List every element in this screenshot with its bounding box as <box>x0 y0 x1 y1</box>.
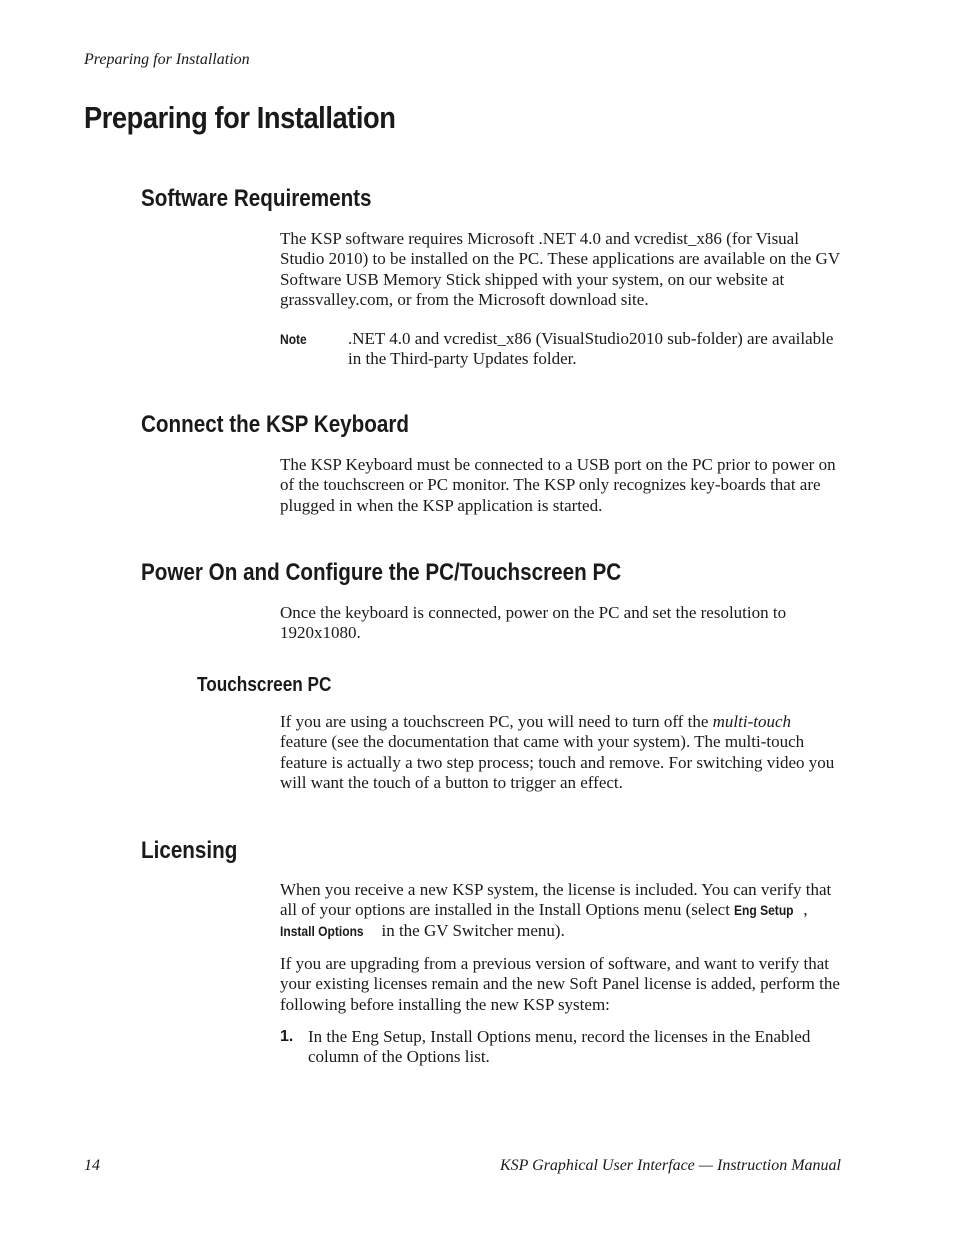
section-heading-connect-keyboard: Connect the KSP Keyboard <box>141 411 409 438</box>
ui-term-eng-setup: Eng Setup <box>734 902 794 919</box>
subsection-heading-touchscreen-pc: Touchscreen PC <box>197 674 332 696</box>
touchscreen-text-after: feature (see the documentation that came with your system). The multi-touch feature is actually a two step process; touch and remove. For switching video you will want the touch of a button to trigger an effect. <box>280 732 835 792</box>
licensing-text-before: When you receive a new KSP system, the license is included. You can verify that all of your options are installed in the Install Options menu (select <box>280 880 832 920</box>
running-header: Preparing for Installation <box>84 51 250 68</box>
connect-keyboard-paragraph: The KSP Keyboard must be connected to a USB port on the PC prior to power on of the touchscreen or PC monitor. The KSP only recognizes key-boards that are plugged in when the KSP application is started. <box>280 455 836 515</box>
page-title: Preparing for Installation <box>84 100 396 135</box>
section-heading-power-on: Power On and Configure the PC/Touchscreen PC <box>141 559 622 586</box>
ui-term-install-options: Install Options <box>280 922 364 939</box>
step-number: 1. <box>280 1028 294 1045</box>
software-requirements-paragraph: The KSP software requires Microsoft .NET 4.0 and vcredist_x86 (for Visual Studio 2010) to be installed on the PC. These applications are available on the GV Software USB Memory Stick shipped with your system, on our website at grassvalley.com, or from the Microsoft download site. <box>280 229 840 309</box>
page-number: 14 <box>84 1157 100 1174</box>
licensing-paragraph-2: If you are upgrading from a previous version of software, and want to verify that your existing licenses remain and the new Soft Panel license is added, perform the following before installing the new KSP system: <box>280 954 840 1014</box>
note-label: Note <box>280 331 307 347</box>
note-text: .NET 4.0 and vcredist_x86 (VisualStudio2010 sub-folder) are available in the Third-party Updates folder. <box>348 329 834 369</box>
licensing-text-after: in the GV Switcher menu). <box>377 920 565 940</box>
section-heading-software-requirements: Software Requirements <box>141 185 372 212</box>
manual-title-footer: KSP Graphical User Interface — Instruction Manual <box>499 1157 841 1174</box>
touchscreen-paragraph <box>280 712 842 793</box>
power-on-paragraph: Once the keyboard is connected, power on the PC and set the resolution to 1920x1080. <box>280 603 787 643</box>
section-heading-licensing: Licensing <box>141 837 238 864</box>
multi-touch-emphasis: multi-touch <box>712 712 792 731</box>
ui-term-separator: , <box>803 900 808 920</box>
licensing-paragraph-1 <box>280 880 842 941</box>
step-text: In the Eng Setup, Install Options menu, record the licenses in the Enabled column of the Options list. <box>308 1027 811 1067</box>
touchscreen-text-before: If you are using a touchscreen PC, you will need to turn off the <box>280 712 713 731</box>
